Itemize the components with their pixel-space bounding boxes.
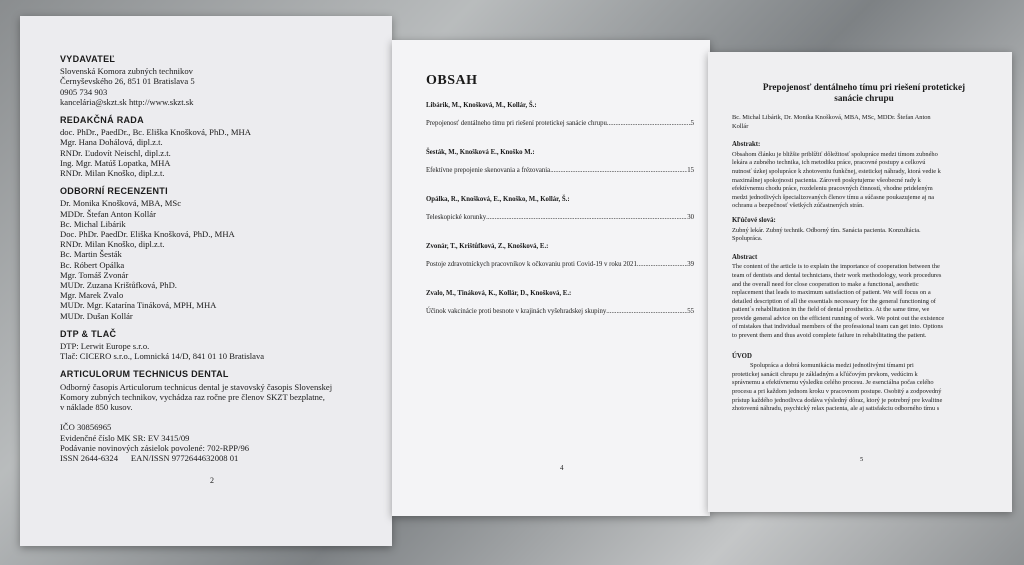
toc-entry	[426, 148, 694, 175]
journal-heading: ARTICULORUM TECHNICUS DENTAL	[60, 369, 229, 380]
authors-line: Bc. Michal Libárik, Dr. Monika Knošková, MBA, MSc, MDDr. Štefan Anton	[732, 114, 931, 121]
journal-line: v náklade 850 kusov.	[60, 402, 133, 413]
uvod-line: Spolupráca a dobrá komunikácia medzi jednotlivými tímami pri	[750, 362, 914, 370]
toc-page: 5	[690, 120, 694, 127]
abstrakt-heading: Abstrakt:	[732, 141, 761, 149]
abstract-line: and the overall need for close cooperation to make a functional, aesthetic	[732, 280, 919, 288]
journal-line: Odborný časopis Articulorum technicus dental je stavovský časopis Slovenskej	[60, 381, 333, 392]
keywords-line: Zubný lekár. Zubný technik. Odborný tím. Sanácia pacienta. Konzultácia.	[732, 226, 921, 234]
uvod-line: správnemu a efektívnemu výsledku celého procesu. Je esenciálna počas celého	[732, 379, 934, 387]
toc-title: Teleskopické korunky	[426, 214, 487, 221]
reviewer-line: Dr. Monika Knošková, MBA, MSc	[60, 198, 182, 209]
publisher-line: kancelária@skzt.sk http://www.skzt.sk	[60, 96, 194, 107]
reviewer-line: Bc. Róbert Opálka	[60, 259, 125, 270]
editorial-line: doc. PhDr., PaedDr., Bc. Eliška Knošková, PhD., MHA	[60, 127, 251, 138]
article-authors	[732, 114, 996, 131]
editorial-heading: REDAKČNÁ RADA	[60, 115, 144, 126]
publisher-line: Černyševského 26, 851 01 Bratislava 5	[60, 76, 195, 87]
publisher-heading: VYDAVATEĽ	[60, 54, 116, 64]
authors-line: Kollár	[732, 122, 749, 130]
toc-entry	[426, 289, 694, 316]
abstract-line: The content of the article is to explain the importance of cooperation between the	[732, 263, 940, 271]
abstrakt-line: maximálnej spokojnosti pacienta. Zároveň poskytujeme všeobecné rady k	[732, 176, 921, 184]
toc-title: Prepojenosť dentálneho tímu pri riešení protetickej sanácie chrupu	[426, 120, 607, 127]
toc-page: 55	[687, 308, 694, 315]
abstrakt-line: Obsahom článku je bližšie priblížiť dôležitosť spolupráce medzi tímom zubného	[732, 150, 938, 158]
page-number-right: 5	[860, 456, 864, 463]
toc-page: 15	[687, 167, 694, 174]
toc-title: Efektívne prepojenie skenovania a frézovania	[426, 167, 551, 174]
toc-authors: Šesták, M., Knošková E., Knoško M.:	[426, 149, 535, 156]
abstract-line: of mistakes that individual members of the professional team can get into. Options	[732, 323, 944, 331]
abstrakt-line: lekára a zubného technika, ich metodiku práce, pracovné postupy a celkovú	[732, 159, 926, 167]
keywords-heading: Kľúčové slová:	[732, 216, 776, 224]
registry-line: Evidenčné číslo MK SR: EV 3415/09	[60, 432, 190, 443]
page-number-left: 2	[210, 476, 214, 485]
uvod-line: zhotovenú náhradu, psychický relax pacienta, ale aj satisfakciu odborného tímu s	[732, 405, 940, 413]
abstract-line: patient´s rehabilitation in the field of dental prosthetics. At the same time, we	[732, 306, 930, 314]
registry-line: Podávanie novinových zásielok povolené: 702-RPP/96	[60, 442, 250, 453]
issn-line: ISSN 2644-6324 EAN/ISSN 9772644632008 01	[60, 452, 239, 463]
abstract-line: to prevent them and thus avoid complete failure in rehabilitating the patient.	[732, 332, 927, 340]
reviewer-line: Bc. Martin Šesták	[60, 249, 122, 260]
registry-line: IČO 30856965	[60, 422, 112, 433]
toc-authors: Opálka, R., Knošková, E., Knoško, M., Kollár, Š.:	[426, 196, 570, 203]
article-title-line: Prepojenosť dentálneho tímu pri riešení protetickej	[762, 82, 966, 92]
reviewer-line: MUDr. Dušan Kollár	[60, 310, 133, 321]
abstract-heading: Abstract	[732, 253, 758, 261]
reviewer-line: Mgr. Tomáš Zvonár	[60, 269, 129, 280]
abstract-line: team of dentists and dental technicians, their work methodology, work procedures	[732, 271, 942, 279]
toc-authors: Zvalo, M., Tináková, K., Kollár, D., Knošková, E.:	[426, 290, 572, 297]
toc-entry	[426, 242, 694, 269]
abstrakt-line: nutnosť úzkej spolupráce k zhotoveniu funkčnej, estetickej náhrady, ktorá vedie k	[732, 167, 941, 175]
contents-page	[392, 40, 710, 516]
abstrakt-line: efektívnemu chodu práce, rozdeleniu pracovných činností, vhodne prideleným	[732, 185, 933, 193]
toc-page: 30	[687, 214, 694, 221]
editorial-line: Ing. Mgr. Matúš Lopatka, MHA	[60, 157, 171, 168]
reviewer-line: Doc. PhDr. PaedDr. Eliška Knošková, PhD., MHA	[60, 229, 235, 240]
reviewer-line: Bc. Michal Libárik	[60, 218, 126, 229]
reviewer-line: MDDr. Štefan Anton Kollár	[60, 208, 156, 219]
reviewer-line: MUDr. Mgr. Katarína Tináková, MPH, MHA	[60, 300, 217, 311]
page-number-middle: 4	[560, 464, 564, 472]
publisher-line: 0905 734 903	[60, 86, 108, 97]
reviewer-line: RNDr. Milan Knoško, dipl.z.t.	[60, 239, 165, 250]
dtp-line: DTP: Lerwit Europe s.r.o.	[60, 341, 150, 352]
publisher-line: Slovenská Komora zubných technikov	[60, 66, 193, 77]
toc-authors: Libárik, M., Knošková, M., Kollár, Š.:	[426, 102, 537, 109]
toc-title: Účinok vakcinácie proti besnote v krajinách vyšehradskej skupiny	[426, 308, 607, 315]
editorial-line: RNDr. Ľudovít Neischl, dipl.z.t.	[60, 147, 171, 158]
abstract-line: detailed description of all the essentials necessary for the general functioning of	[732, 297, 936, 305]
article-title	[732, 82, 996, 104]
reviewer-line: Mgr. Marek Zvalo	[60, 290, 124, 301]
abstract-line: provide general advice on the efficient running of work. We point out the existence	[732, 314, 945, 322]
reviewer-line: MUDr. Zuzana Krištůfková, PhD.	[60, 280, 177, 291]
abstrakt-line: medzi jednotlivých špecializovaných členov tímu a súčasne poukazujeme aj na	[732, 193, 935, 201]
left-page	[20, 16, 392, 546]
toc-title: Postoje zdravotníckych pracovníkov k očkovaniu proti Covid-19 v roku 2021	[426, 261, 637, 268]
journal-line: Komory zubných technikov, vychádza raz ročne pre členov SKZT bezplatne,	[60, 391, 325, 402]
article-page	[708, 52, 1012, 512]
keywords-line: Spolupráca.	[732, 235, 763, 243]
article-title-line: sanácie chrupu	[834, 93, 894, 103]
uvod-heading: ÚVOD	[732, 352, 752, 360]
toc-page: 39	[687, 261, 694, 268]
toc-entry	[426, 195, 694, 222]
reviewers-heading: ODBORNÍ RECENZENTI	[60, 186, 168, 197]
abstract-line: replacement that leads to maximum satisfaction of patient. We will focus on a	[732, 289, 931, 297]
toc-entry	[426, 101, 694, 128]
uvod-line: protetickej sanácii chrupu je základným a kľúčovým prvkom, vedúcim k	[732, 370, 918, 378]
toc-authors: Zvonár, T., Krištůfková, Z., Knošková, E.:	[426, 243, 549, 250]
editorial-line: Mgr. Hana Dohálová, dipl.z.t.	[60, 137, 163, 148]
uvod-line: prístup každého jednotlivca dodáva výsledný dôraz, ktorý je potrebný pre kvalitne	[732, 396, 943, 404]
uvod-line: procesu a pri každom jednom kroku v pracovnom postupe. Osobitý a zodpovedný	[732, 388, 942, 396]
editorial-line: RNDr. Milan Knoško, dipl.z.t.	[60, 168, 165, 179]
dtp-line: Tlač: CICERO s.r.o., Lomnická 14/D, 841 01 10 Bratislava	[60, 351, 265, 362]
abstrakt-line: ochranu a bezpečnosť všetkých zúčastnených strán.	[732, 202, 864, 210]
contents-heading: OBSAH	[426, 73, 478, 88]
dtp-heading: DTP & TLAČ	[60, 328, 117, 339]
